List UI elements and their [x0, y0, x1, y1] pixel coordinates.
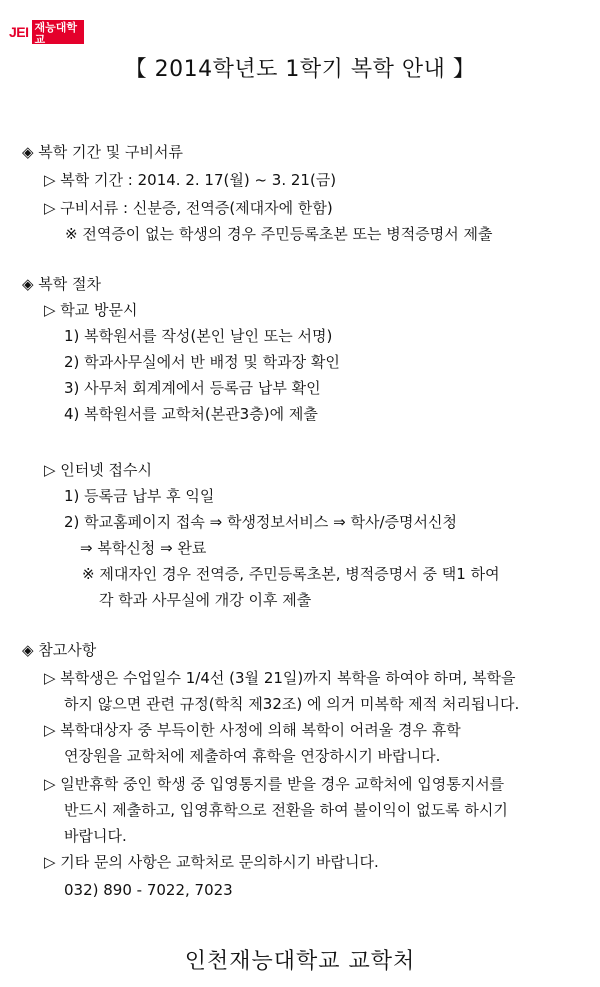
list-item: ⇒ 복학신청 ⇒ 완료	[80, 539, 207, 557]
logo-brand: JEI	[9, 24, 29, 40]
list-item-continued: 반드시 제출하고, 입영휴학으로 전환을 하여 불이익이 없도록 하시기	[64, 801, 508, 819]
logo	[9, 18, 84, 46]
section-heading-procedure: ◈ 복학 절차	[22, 275, 102, 293]
page-title: 【 2014학년도 1학기 복학 안내 】	[124, 57, 476, 82]
note: ※ 전역증이 없는 학생의 경우 주민등록초본 또는 병적증명서 제출	[65, 225, 493, 243]
list-item: ▷ 학교 방문시	[44, 301, 138, 319]
list-item: ▷ 구비서류 : 신분증, 전역증(제대자에 한함)	[44, 199, 333, 217]
list-item-continued: 하지 않으면 관련 규정(학칙 제32조) 에 의거 미복학 제적 처리됩니다.	[64, 695, 520, 713]
list-item: 2) 학과사무실에서 반 배정 및 학과장 확인	[64, 353, 340, 371]
list-item: 1) 등록금 납부 후 익일	[64, 487, 215, 505]
footer-department: 인천재능대학교 교학처	[184, 949, 416, 974]
list-item: 3) 사무처 회계계에서 등록금 납부 확인	[64, 379, 321, 397]
note: ※ 제대자인 경우 전역증, 주민등록초본, 병적증명서 중 택1 하여	[82, 565, 500, 583]
list-item: ▷ 인터넷 접수시	[44, 461, 153, 479]
list-item: 2) 학교홈페이지 접속 ⇒ 학생정보서비스 ⇒ 학사/증명서신청	[64, 513, 457, 531]
list-item: 1) 복학원서를 작성(본인 날인 또는 서명)	[64, 327, 333, 345]
section-heading-reference: ◈ 참고사항	[22, 641, 97, 659]
list-item: ▷ 복학생은 수업일수 1/4선 (3월 21일)까지 복학을 하여야 하며, 복학을	[44, 669, 516, 687]
note: 각 학과 사무실에 개강 이후 제출	[99, 591, 312, 609]
list-item: ▷ 복학 기간 : 2014. 2. 17(월) ~ 3. 21(금)	[44, 171, 337, 189]
logo-name: 재능대학교	[32, 20, 84, 44]
list-item: ▷ 복학대상자 중 부득이한 사정에 의해 복학이 어려울 경우 휴학	[44, 721, 461, 739]
list-item: ▷ 기타 문의 사항은 교학처로 문의하시기 바랍니다.	[44, 853, 379, 871]
section-heading-period: ◈ 복학 기간 및 구비서류	[22, 143, 184, 161]
list-item: ▷ 일반휴학 중인 학생 중 입영통지를 받을 경우 교학처에 입영통지서를	[44, 775, 505, 793]
list-item-continued: 바랍니다.	[64, 827, 127, 845]
list-item: 4) 복학원서를 교학처(본관3층)에 제출	[64, 405, 318, 423]
contact-phone: 032) 890 - 7022, 7023	[64, 881, 233, 899]
list-item-continued: 연장원을 교학처에 제출하여 휴학을 연장하시기 바랍니다.	[64, 747, 441, 765]
